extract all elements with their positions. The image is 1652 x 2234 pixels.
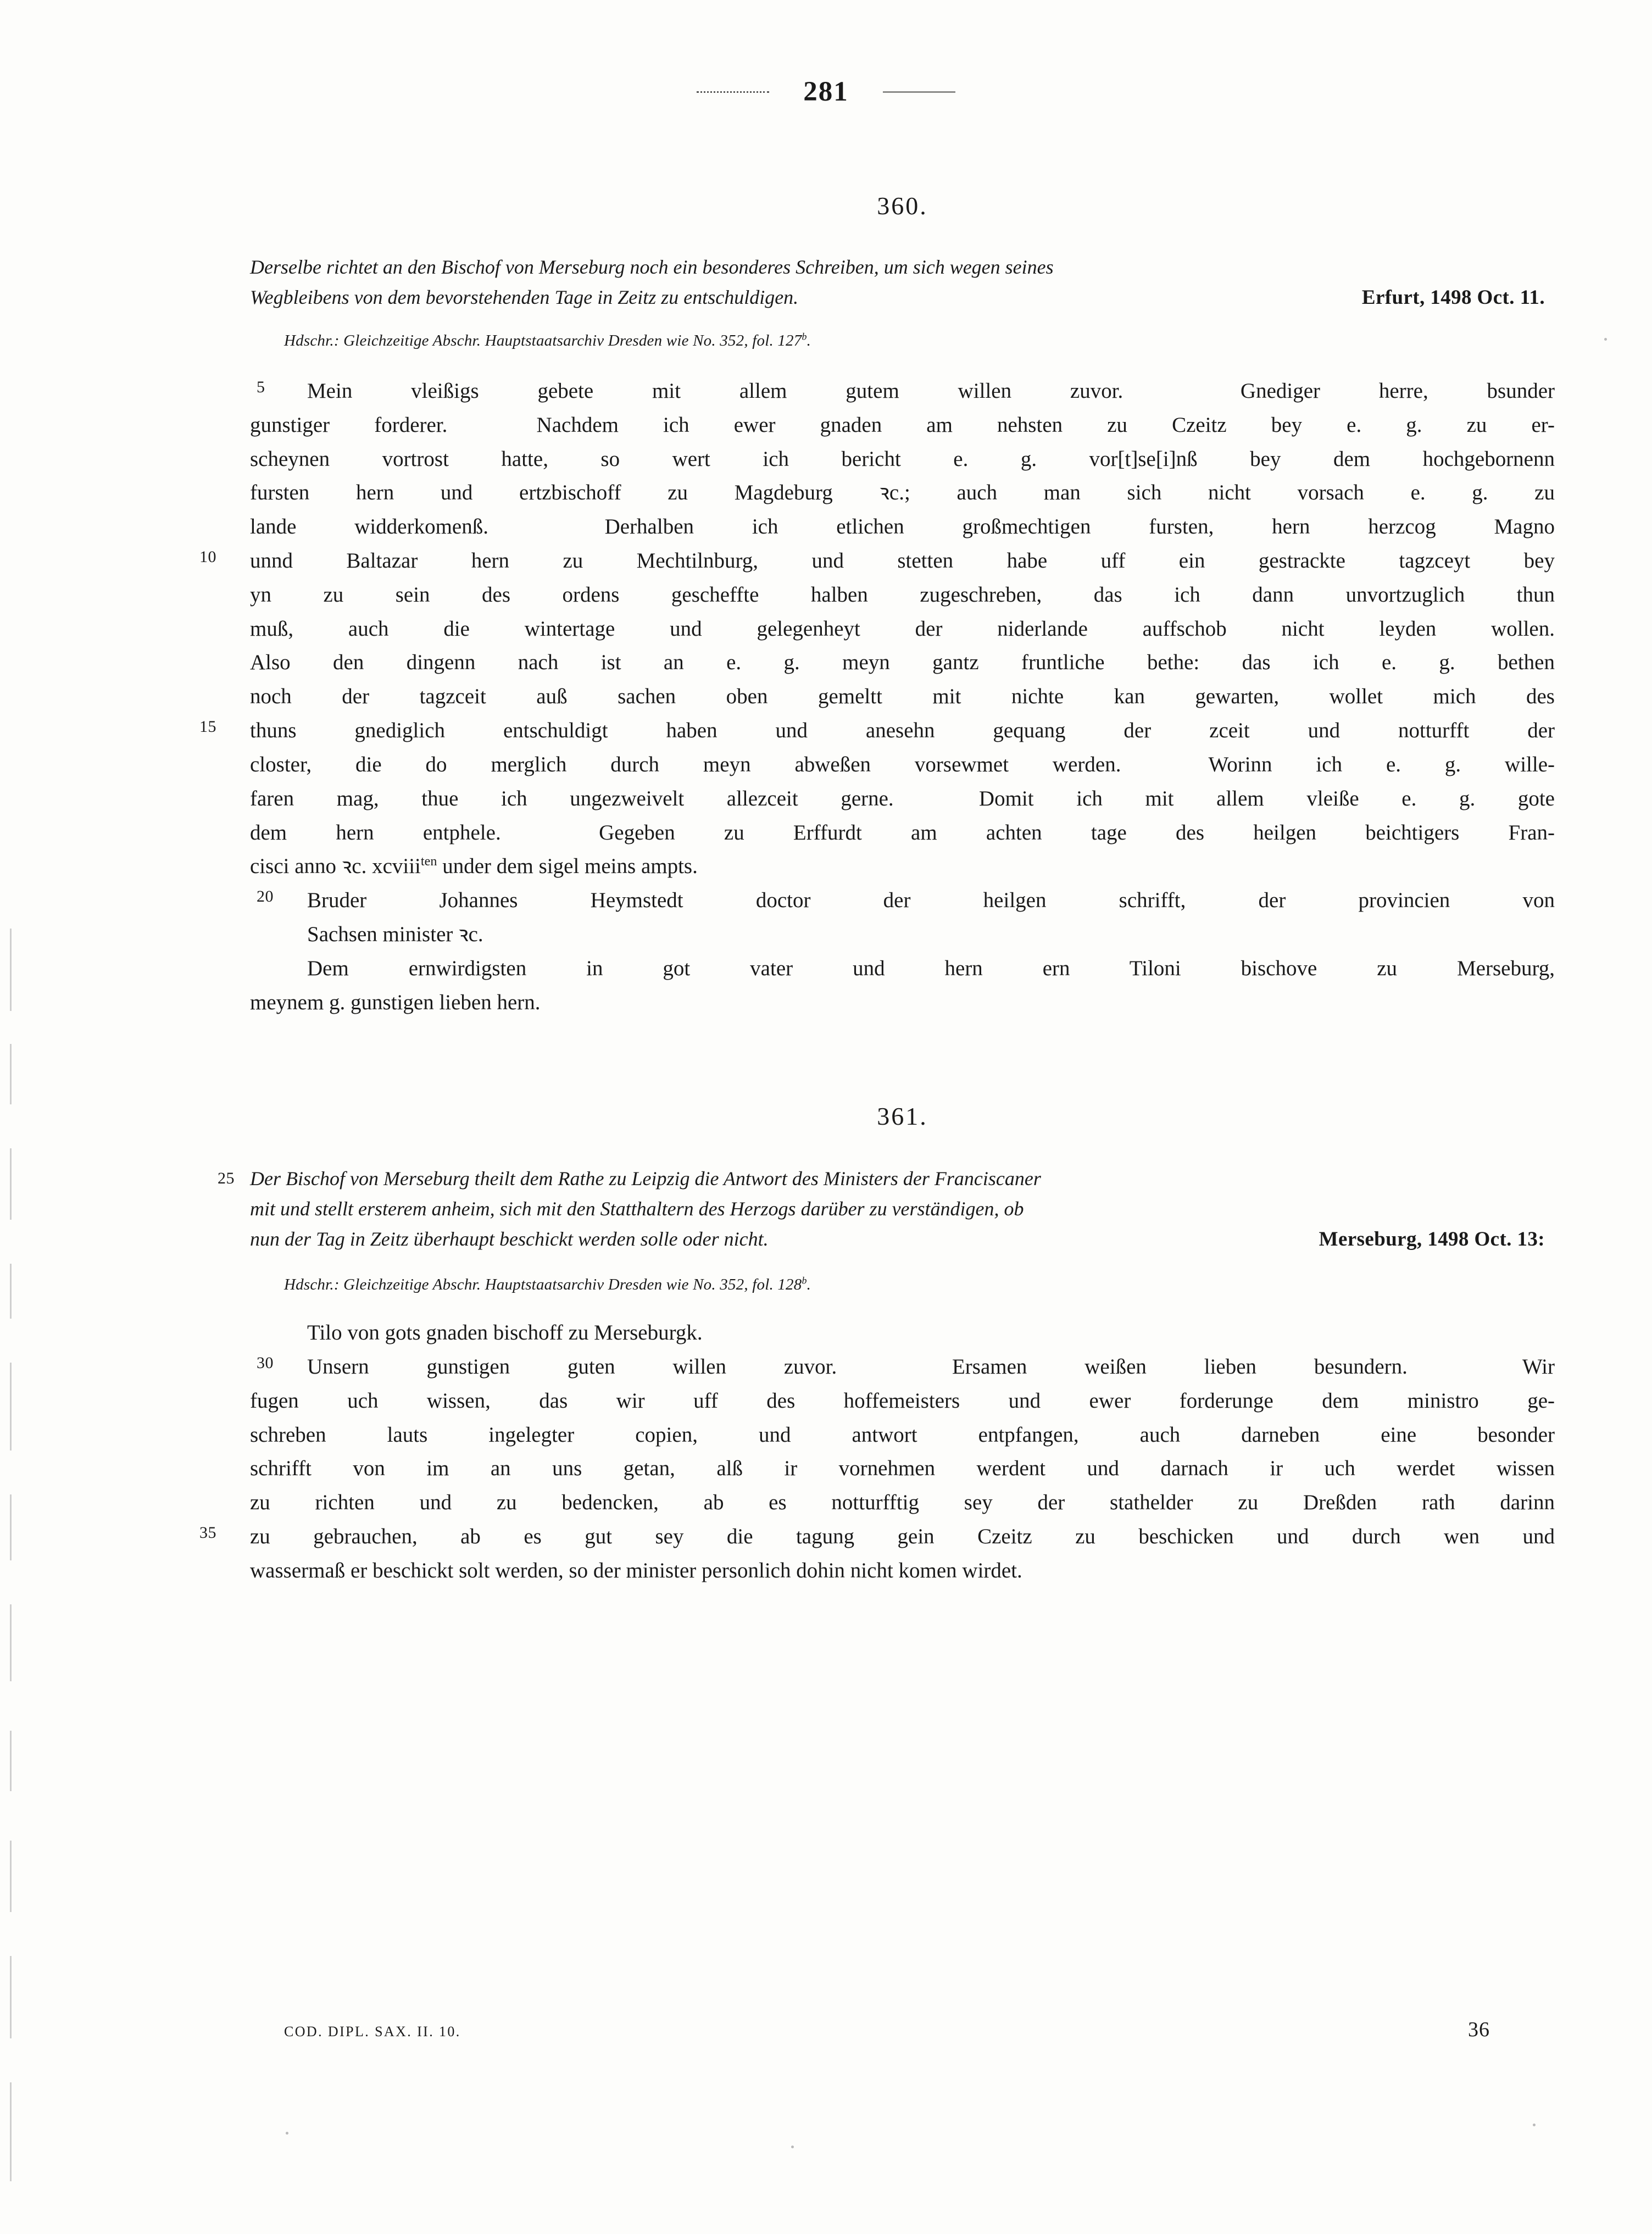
line-number: 30 [257, 1353, 274, 1372]
line-text: scheynen vortrost hatte, so wert ich bericht e. g. vor[t]se[i]nß bey dem hochgebornenn [250, 447, 1555, 471]
charter-regest-361 [218, 1164, 1555, 1255]
roman-year-suffix: under dem sigel meins ampts. [437, 854, 698, 879]
line-text: Dem ernwirdigsten in got vater und hern ern Tiloni bischove zu Merseburg, [307, 956, 1555, 980]
line-text: faren mag, thue ich ungezweivelt allezceit gerne. Domit ich mit allem vleiße e. g. gote [250, 786, 1555, 810]
regest-line: Derselbe richtet an den Bischof von Merseburg noch ein besonderes Schreiben, um sich wegen seines [250, 256, 1054, 278]
text-line-intitulatio [250, 1316, 1555, 1350]
source-note-text: Hdschr.: Gleichzeitige Abschr. Hauptstaatsarchiv Dresden wie No. 352, fol. 127 [284, 331, 802, 349]
text-line-roman-date [250, 849, 1555, 883]
text-line [250, 816, 1555, 850]
source-note-tail: . [806, 1276, 811, 1294]
ordinal-superscript: ten [420, 854, 437, 869]
text-line [250, 1384, 1555, 1418]
line-text: schreben lauts ingelegter copien, und antwort entpfangen, auch darneben eine besonder [250, 1422, 1555, 1447]
charter-entry-361 [199, 1102, 1555, 1587]
line-text: yn zu sein des ordens gescheffte halben zugeschreben, das ich dann unvortzuglich thun [250, 582, 1555, 607]
charter-body-360 [199, 374, 1555, 1019]
charter-dateline-361: Merseburg, 1498 Oct. 13: [1319, 1227, 1545, 1251]
text-line [250, 1486, 1555, 1520]
series-footer: COD. DIPL. SAX. II. 10. [284, 2024, 461, 2040]
line-text: noch der tagzceit auß sachen oben gemeltt mit nichte kan gewarten, wollet mich des [250, 685, 1555, 709]
page-footer [250, 2018, 1555, 2042]
line-text: meynem g. gunstigen lieben hern. [250, 990, 541, 1014]
text-line [250, 612, 1555, 646]
charter-body-361 [199, 1316, 1555, 1588]
source-note-tail: . [806, 331, 811, 349]
text-line-signature [250, 918, 1555, 952]
text-line [250, 408, 1555, 442]
folio-superscript: b [802, 331, 807, 342]
source-note-text: Hdschr.: Gleichzeitige Abschr. Hauptstaatsarchiv Dresden wie No. 352, fol. 128 [284, 1276, 802, 1294]
line-text: fursten hern und ertzbischoff zu Magdeburg ꝛc.; auch man sich nicht vorsach e. g. zu [250, 481, 1555, 505]
charter-number-361: 361. [877, 1102, 928, 1131]
scan-speck [1604, 338, 1607, 341]
text-line [250, 680, 1555, 714]
regest-line: nun der Tag in Zeitz überhaupt beschickt werden solle oder nicht. [250, 1227, 769, 1250]
line-text: unnd Baltazar hern zu Mechtilnburg, und stetten habe uff ein gestrackte tagzceyt bey [250, 549, 1555, 573]
regest-line: Wegbleibens von dem bevorstehenden Tage in Zeitz zu entschuldigen. [250, 286, 799, 308]
line-number: 10 [199, 548, 216, 566]
line-text: Mein vleißigs gebete mit allem gutem willen zuvor. Gnediger herre, bsunder [307, 379, 1555, 403]
charter-source-note-361 [284, 1276, 1555, 1294]
line-number: 25 [218, 1169, 235, 1188]
line-text: fugen uch wissen, das wir uff des hoffemeisters und ewer forderunge dem ministro ge- [250, 1388, 1555, 1413]
text-line [199, 544, 1555, 578]
text-line [250, 578, 1555, 612]
running-head [0, 76, 1652, 108]
page-number: 281 [803, 76, 849, 107]
line-text: Sachsen minister ꝛc. [307, 922, 483, 946]
line-number: 15 [199, 718, 216, 736]
roman-year-prefix: cisci anno ꝛc. xcviii [250, 854, 421, 879]
text-line [250, 748, 1555, 782]
scan-speck [791, 2146, 794, 2148]
line-text: muß, auch die wintertage und gelegenheyt der niderlande auffschob nicht leyden wollen. [250, 616, 1555, 641]
text-line [250, 1452, 1555, 1486]
text-line [250, 1554, 1555, 1588]
text-line [250, 1350, 1555, 1384]
text-line [250, 646, 1555, 680]
line-text: gunstiger forderer. Nachdem ich ewer gnaden am nehsten zu Czeitz bey e. g. zu er- [250, 413, 1555, 437]
charter-dateline-360: Erfurt, 1498 Oct. 11. [1361, 286, 1545, 309]
text-line [250, 1418, 1555, 1452]
regest-line: Der Bischof von Merseburg theilt dem Rathe zu Leipzig die Antwort des Ministers der Franciscaner [250, 1168, 1041, 1190]
header-rule-right [883, 91, 955, 93]
regest-line: mit und stellt ersterem anheim, sich mit den Statthaltern des Herzogs darüber zu verständigen, ob [250, 1198, 1024, 1220]
text-line-signature [250, 883, 1555, 918]
line-text: zu gebrauchen, ab es gut sey die tagung gein Czeitz zu beschicken und durch wen und [250, 1524, 1555, 1548]
header-rule-left [697, 91, 769, 93]
folio-superscript: b [802, 1275, 807, 1286]
text-line [250, 442, 1555, 476]
text-line-address [250, 986, 1555, 1020]
line-text: thuns gnediglich entschuldigt haben und anesehn gequang der zceit und notturfft der [250, 719, 1555, 743]
sheet-signature-number: 36 [1468, 2018, 1490, 2041]
line-text: Unsern gunstigen guten willen zuvor. Ersamen weißen lieben besundern. Wir [307, 1354, 1555, 1379]
line-text: wassermaß er beschickt solt werden, so der minister personlich dohin nicht komen wirdet. [250, 1558, 1022, 1582]
line-text: lande widderkomenß. Derhalben ich etlichen großmechtigen fursten, hern herzcog Magno [250, 515, 1555, 539]
line-text: Bruder Johannes Heymstedt doctor der heilgen schrifft, der provincien von [307, 888, 1555, 913]
scan-speck [286, 2132, 288, 2135]
line-text: dem hern entphele. Gegeben zu Erffurdt am achten tage des heilgen beichtigers Fran- [250, 820, 1555, 844]
charter-number-360: 360. [877, 192, 928, 220]
text-line-address [250, 952, 1555, 986]
scan-speck [1533, 2124, 1536, 2126]
line-number: 20 [257, 887, 274, 906]
text-line [250, 374, 1555, 408]
line-number: 5 [257, 377, 265, 396]
charter-regest-360 [250, 252, 1555, 313]
line-text: Tilo von gots gnaden bischoff zu Merseburgk. [307, 1321, 703, 1345]
line-text: zu richten und zu bedencken, ab es notturfftig sey der stathelder zu Dreßden rath darinn [250, 1491, 1555, 1515]
text-line [250, 476, 1555, 510]
line-number: 35 [199, 1523, 216, 1542]
line-text: closter, die do merglich durch meyn abweßen vorsewmet werden. Worinn ich e. g. wille- [250, 752, 1555, 776]
text-line [199, 714, 1555, 748]
line-text: Also den dingenn nach ist an e. g. meyn gantz fruntliche bethe: das ich e. g. bethen [250, 651, 1555, 675]
scan-edge-artifacts [0, 0, 22, 2234]
charter-source-note-360 [284, 332, 1555, 350]
text-line [250, 510, 1555, 544]
charter-entry-360 [199, 191, 1555, 1019]
text-line [250, 782, 1555, 816]
text-line [199, 1520, 1555, 1554]
line-text: schrifft von im an uns getan, alß ir vornehmen werdent und darnach ir uch werdet wissen [250, 1457, 1555, 1481]
text-column [199, 165, 1555, 1588]
